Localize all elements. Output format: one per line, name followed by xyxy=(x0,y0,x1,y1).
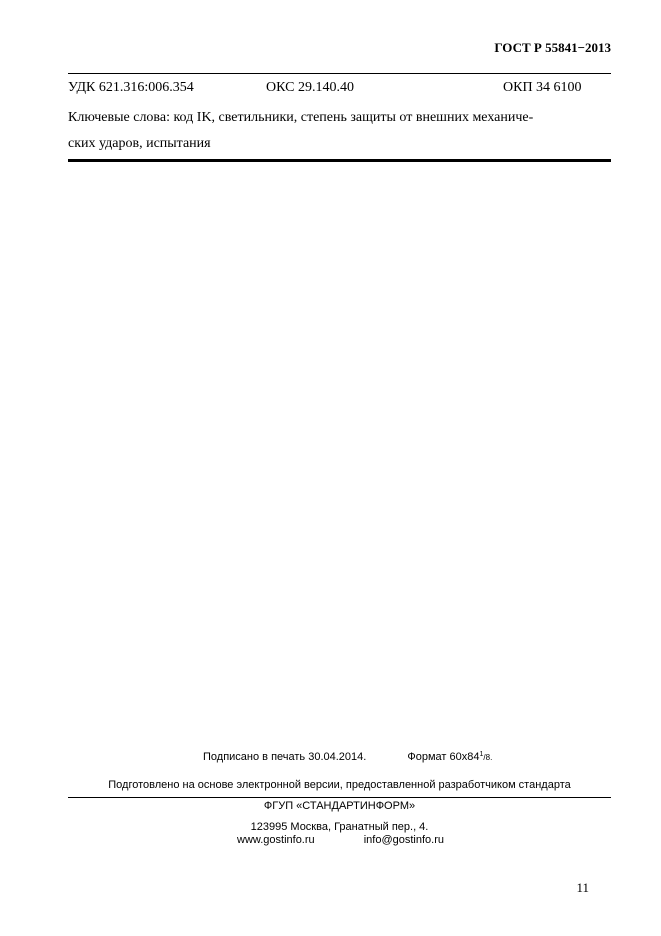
email-link[interactable]: info@gostinfo.ru xyxy=(363,834,444,846)
okp-code: ОКП 34 6100 xyxy=(503,80,582,95)
keywords-bottom-divider xyxy=(68,159,611,162)
publisher-name: ФГУП «СТАНДАРТИНФОРМ» xyxy=(263,800,416,812)
top-divider xyxy=(68,73,611,74)
imprint-divider xyxy=(68,797,611,798)
page-number: 11 xyxy=(576,880,589,895)
format-label: Формат 60x84 xyxy=(407,751,480,763)
format-subscript: /8. xyxy=(483,753,493,762)
paper-format xyxy=(407,751,492,763)
signed-date: Подписано в печать 30.04.2014. xyxy=(203,751,367,763)
udk-code: УДК 621.316:006.354 xyxy=(68,80,194,95)
prepared-note: Подготовлено на основе электронной версии, предоставленной разработчиком стандарта xyxy=(108,779,571,791)
keywords-block xyxy=(68,105,611,157)
website-link[interactable]: www.gostinfo.ru xyxy=(237,834,315,846)
contact-line xyxy=(237,834,444,846)
oks-code: ОКС 29.140.40 xyxy=(266,80,354,95)
publisher-address: 123995 Москва, Гранатный пер., 4. xyxy=(250,821,429,833)
keywords-line-2: ских ударов, испытания xyxy=(68,136,211,151)
keywords-line-1: Ключевые слова: код IK, светильники, степень защиты от внешних механиче- xyxy=(68,110,534,125)
standard-header: ГОСТ Р 55841−2013 xyxy=(494,40,611,55)
format-superscript: 1 xyxy=(479,751,484,758)
imprint-signed-line xyxy=(203,751,492,763)
